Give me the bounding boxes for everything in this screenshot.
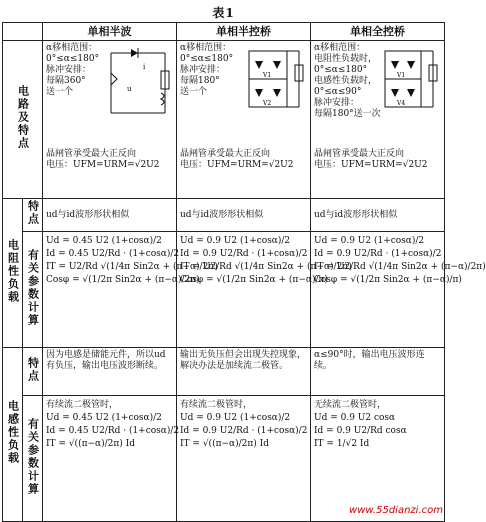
ind-feature-half-bridge: 输出无负压但会出现失控现象，解决办法是加续流二极管。: [177, 348, 311, 396]
corner-cell: [3, 23, 43, 41]
row-label-res-feature: 特点: [23, 199, 43, 232]
formula-it: IT = 1/√2 Id: [314, 439, 370, 449]
text-line: 0°≤α≤180°: [46, 54, 100, 64]
watermark: www.55dianzi.com: [349, 505, 443, 516]
text-line: 送一个: [180, 87, 208, 97]
header-full-controlled-bridge: 单相全控桥: [311, 23, 445, 41]
formula-id: Id = 0.45 U2/Rd · (1+cosα)/2: [46, 426, 180, 436]
formula-cosphi: Cosφ = √(1/2π Sin2α + (π−α)/2π): [46, 275, 200, 285]
formula-condition: 有续流二极管时，: [180, 400, 253, 410]
comparison-table: [2, 22, 486, 522]
text-line: 电阻性负载时，: [314, 54, 378, 64]
header-half-wave: 单相半波: [43, 23, 177, 41]
formula-it: IT = U2/Rd √(1/4π Sin2α + (π−α)/2π): [180, 262, 352, 272]
svg-text:V4: V4: [397, 100, 406, 107]
text-line: 脉冲安排：: [180, 65, 226, 75]
ind-calc-full-bridge: [311, 396, 445, 522]
text-line: 0°≤α≤180°: [180, 54, 234, 64]
text-line: 脉冲安排：: [314, 98, 360, 108]
text-line: α移相范围：: [314, 43, 366, 53]
formula-it: IT = U2/Rd √(1/4π Sin2α + (π−α)/2π): [314, 262, 486, 272]
note-line: 晶闸管承受最大正反向: [180, 149, 271, 159]
text-line: 0°≤α≤180°: [314, 65, 368, 75]
formula-id: Id = 0.9 U2/Rd · (1+cosα)/2: [314, 249, 442, 259]
formula-ud: Ud = 0.9 U2 (1+cosα)/2: [314, 236, 425, 246]
formula-condition: 有续流二极管时，: [46, 400, 119, 410]
text-line: 送一个: [46, 87, 74, 97]
res-calc-full-bridge: [311, 232, 486, 348]
formula-cosphi: Cosφ = √(1/2π Sin2α + (π−α)/π): [314, 275, 462, 285]
formula-ud: Ud = 0.9 U2 cosα: [314, 413, 396, 423]
text-line: 0°≤α≤90°: [314, 87, 362, 97]
note-line: 电压：UFM=URM=√2U2: [314, 160, 428, 170]
text-line: 脉冲安排：: [46, 65, 92, 75]
ind-calc-half-bridge: [177, 396, 311, 522]
half-wave-circuit-diagram: [103, 43, 173, 129]
group-label-inductive: 电感性负载: [3, 348, 23, 522]
formula-condition: 无续流二极管时，: [314, 400, 387, 410]
res-calc-half-wave: [43, 232, 218, 348]
formula-ud: Ud = 0.45 U2 (1+cosα)/2: [46, 236, 162, 246]
text-line: 每隔180°送一次: [314, 109, 381, 119]
note-line: 电压：UFM=URM=√2U2: [180, 160, 294, 170]
formula-id: Id = 0.9 U2/Rd cosα: [314, 426, 407, 436]
circuit-full-controlled-bridge: [311, 41, 445, 199]
svg-text:V2: V2: [263, 100, 272, 107]
res-feature-full-bridge: ud与id波形形状相似: [311, 199, 445, 232]
circuit-half-controlled-bridge: [177, 41, 311, 199]
formula-id: Id = 0.9 U2/Rd · (1+cosα)/2: [180, 426, 308, 436]
res-calc-half-bridge: [177, 232, 352, 348]
formula-id: Id = 0.9 U2/Rd · (1+cosα)/2: [180, 249, 308, 259]
formula-ud: Ud = 0.45 U2 (1+cosα)/2: [46, 413, 162, 423]
note-line: 晶闸管承受最大正反向: [46, 149, 137, 159]
formula-cosphi: Cosφ = √(1/2π Sin2α + (π−α)/π): [180, 275, 328, 285]
res-feature-half-bridge: ud与id波形形状相似: [177, 199, 311, 232]
row-label-ind-calc: 有关参数计算: [23, 396, 43, 522]
formula-id: Id = 0.45 U2/Rd · (1+cosα)/2: [46, 249, 180, 259]
header-half-controlled-bridge: 单相半控桥: [177, 23, 311, 41]
text-line: 电感性负载时，: [314, 76, 378, 86]
svg-text:V1: V1: [263, 72, 272, 79]
ind-calc-half-wave: [43, 396, 180, 522]
circuit-half-wave: [43, 41, 177, 199]
formula-ud: Ud = 0.9 U2 (1+cosα)/2: [180, 236, 291, 246]
table-title: 表1: [212, 6, 235, 20]
ind-feature-full-bridge: α≤90°时，输出电压波形连续。: [311, 348, 445, 396]
formula-it: IT = √((π−α)/2π) Id: [180, 439, 269, 449]
svg-text:i: i: [143, 63, 146, 71]
formula-it: IT = U2/Rd √(1/4π Sin2α + (π−α)/2π): [46, 262, 218, 272]
note-line: 晶闸管承受最大正反向: [314, 149, 405, 159]
text-line: 每隔180°: [180, 76, 220, 86]
formula-it: IT = √((π−α)/2π) Id: [46, 439, 135, 449]
formula-ud: Ud = 0.9 U2 (1+cosα)/2: [180, 413, 291, 423]
half-bridge-circuit-diagram: [245, 43, 307, 129]
note-line: 电压：UFM=URM=√2U2: [46, 160, 160, 170]
svg-text:V1: V1: [397, 72, 406, 79]
full-bridge-circuit-diagram: [381, 43, 441, 129]
text-line: α移相范围：: [180, 43, 232, 53]
res-feature-half-wave: ud与id波形形状相似: [43, 199, 177, 232]
ind-feature-half-wave: 因为电感是储能元件，所以ud有负压，输出电压波形断续。: [43, 348, 177, 396]
row-label-ind-feature: 特点: [23, 348, 43, 396]
text-line: α移相范围：: [46, 43, 98, 53]
group-label-resistive: 电阻性负载: [3, 199, 23, 348]
row-label-res-calc: 有关参数计算: [23, 232, 43, 348]
text-line: 每隔360°: [46, 76, 86, 86]
svg-text:u: u: [127, 85, 132, 93]
row-label-circuit: 电路及特点: [3, 41, 43, 199]
